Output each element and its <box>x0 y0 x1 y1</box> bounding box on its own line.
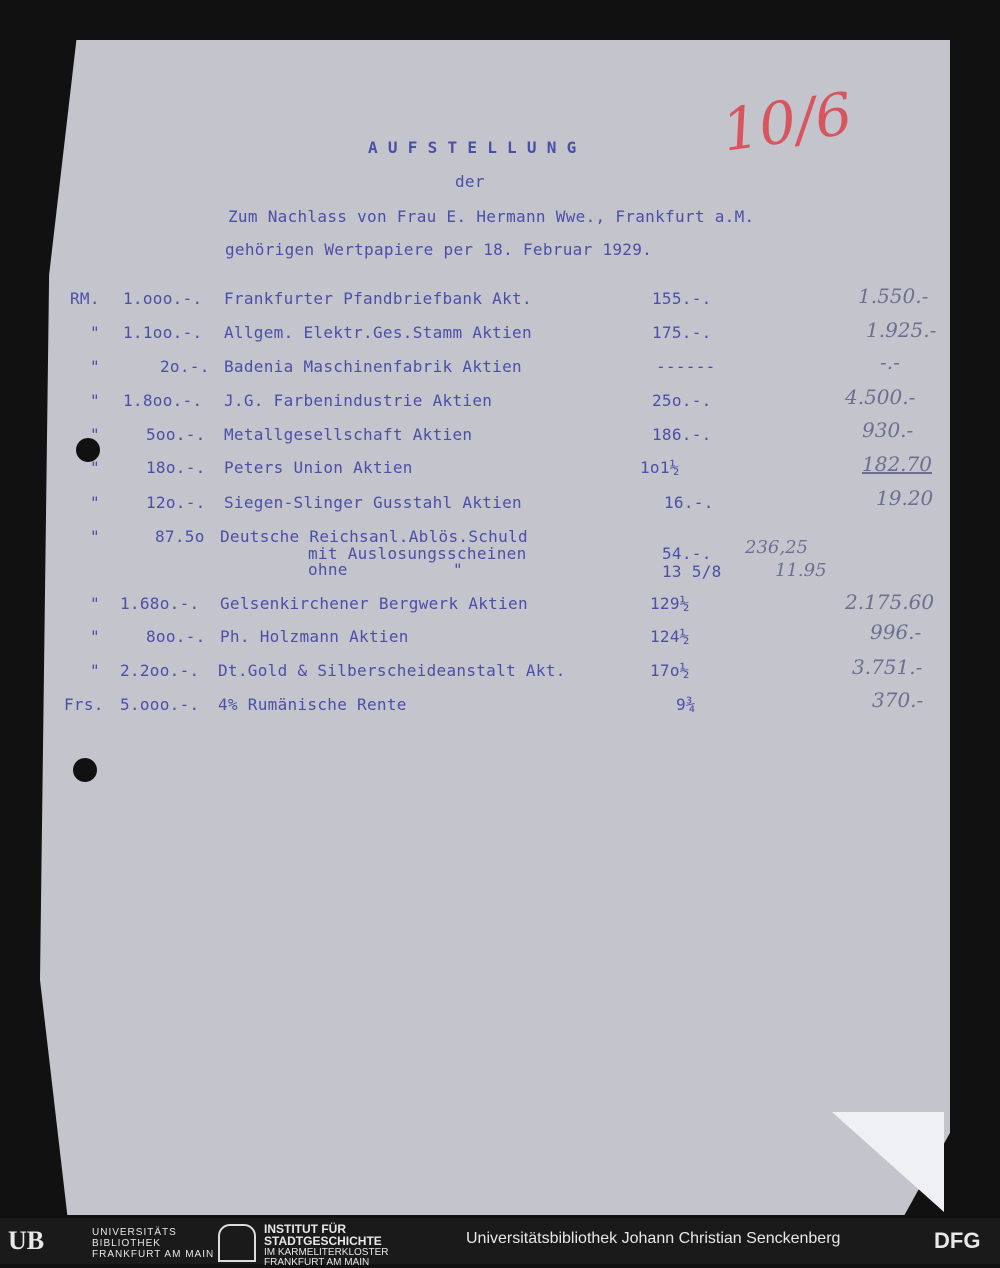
inst-line-2: STADTGESCHICHTE <box>264 1234 382 1248</box>
ub-logo: UB <box>8 1226 45 1255</box>
folio-number: 10/6 <box>717 79 857 165</box>
row-sub-line: ohne <box>308 560 348 579</box>
row-rate: 175.-. <box>652 323 712 342</box>
row-amount: 1.8oo.-. <box>123 391 203 410</box>
row-amount: 5oo.-. <box>146 425 206 444</box>
title-der: der <box>455 172 485 191</box>
row-handwritten-value: 236,25 <box>745 537 808 558</box>
inst-line-4: FRANKFURT AM MAIN <box>264 1257 370 1268</box>
row-rate: 17o½ <box>650 661 690 680</box>
folded-corner <box>832 1112 944 1212</box>
row-currency: " <box>90 391 100 410</box>
row-security: Siegen-Slinger Gusstahl Aktien <box>224 493 522 512</box>
row-handwritten-value: 182.70 <box>862 452 932 476</box>
row-rate: 54.-. <box>662 544 712 563</box>
row-handwritten-value: 3.751.- <box>852 655 923 679</box>
row-currency: " <box>90 425 100 444</box>
row-handwritten-value: 19.20 <box>876 486 934 510</box>
row-rate: 13 5/8 <box>662 562 722 581</box>
arch-icon <box>218 1224 256 1262</box>
row-amount: 5.ooo.-. <box>120 695 200 714</box>
row-security: Metallgesellschaft Aktien <box>224 425 473 444</box>
row-rate: 186.-. <box>652 425 712 444</box>
ub-logo-text <box>92 1227 214 1260</box>
row-amount: 1.68o.-. <box>120 594 200 613</box>
row-rate: ------ <box>656 357 716 376</box>
row-handwritten-value: 1.550.- <box>858 284 929 308</box>
row-handwritten-value: 4.500.- <box>845 385 916 409</box>
punch-hole <box>73 758 97 782</box>
row-handwritten-value: 370.- <box>872 688 924 712</box>
row-amount: 18o.-. <box>146 458 206 477</box>
row-security: Frankfurter Pfandbriefbank Akt. <box>224 289 532 308</box>
row-handwritten-value: -.- <box>880 350 900 374</box>
row-amount: 8oo.-. <box>146 627 206 646</box>
ub-line-3: FRANKFURT AM MAIN <box>92 1249 215 1260</box>
institute-logo-text <box>264 1224 388 1268</box>
row-security: Dt.Gold & Silberscheideanstalt Akt. <box>218 661 566 680</box>
row-handwritten-value: 1.925.- <box>866 318 937 342</box>
row-currency: " <box>90 458 100 477</box>
document-title: A U F S T E L L U N G <box>368 138 577 157</box>
row-handwritten-value: 2.175.60 <box>845 590 935 614</box>
row-rate: 155.-. <box>652 289 712 308</box>
row-currency: " <box>90 594 100 613</box>
row-security: Peters Union Aktien <box>224 458 413 477</box>
row-currency: " <box>90 493 100 512</box>
library-credit: Universitätsbibliothek Johann Christian Senckenberg <box>466 1230 841 1247</box>
row-handwritten-value: 11.95 <box>775 560 827 581</box>
row-amount: 2.2oo.-. <box>120 661 200 680</box>
ditto-mark: " <box>453 560 463 579</box>
footer-bar <box>0 1218 1000 1268</box>
row-rate: 16.-. <box>664 493 714 512</box>
row-currency: " <box>90 527 100 546</box>
row-currency: " <box>90 323 100 342</box>
row-security: Allgem. Elektr.Ges.Stamm Aktien <box>224 323 532 342</box>
inst-line-3: IM KARMELITERKLOSTER <box>264 1247 389 1258</box>
dfg-logo: DFG <box>934 1228 981 1253</box>
row-security: Ph. Holzmann Aktien <box>220 627 409 646</box>
row-rate: 9¾ <box>676 695 696 714</box>
row-security: J.G. Farbenindustrie Aktien <box>224 391 493 410</box>
row-security: 4% Rumänische Rente <box>218 695 407 714</box>
title-line-1: Zum Nachlass von Frau E. Hermann Wwe., Frankfurt a.M. <box>228 207 755 226</box>
row-rate: 129½ <box>650 594 690 613</box>
row-security: Badenia Maschinenfabrik Aktien <box>224 357 522 376</box>
row-currency: Frs. <box>64 695 104 714</box>
row-amount: 12o.-. <box>146 493 206 512</box>
row-currency: " <box>90 661 100 680</box>
row-security: Deutsche Reichsanl.Ablös.Schuld <box>220 527 528 546</box>
title-line-2: gehörigen Wertpapiere per 18. Februar 1929. <box>225 240 653 259</box>
ub-line-2: BIBLIOTHEK <box>92 1238 161 1249</box>
row-amount: 87.5o <box>155 527 205 546</box>
row-security: Gelsenkirchener Bergwerk Aktien <box>220 594 528 613</box>
row-handwritten-value: 930.- <box>862 418 914 442</box>
row-currency: " <box>90 357 100 376</box>
row-amount: 1.1oo.-. <box>123 323 203 342</box>
ub-line-1: UNIVERSITÄTS <box>92 1227 177 1238</box>
row-rate: 124½ <box>650 627 690 646</box>
row-currency: RM. <box>70 289 100 308</box>
row-sub-line: mit Auslosungsscheinen <box>308 544 527 563</box>
row-rate: 25o.-. <box>652 391 712 410</box>
row-currency: " <box>90 627 100 646</box>
row-amount: 1.ooo.-. <box>123 289 203 308</box>
inst-line-1: INSTITUT FÜR <box>264 1222 346 1236</box>
row-rate: 1o1½ <box>640 458 680 477</box>
row-handwritten-value: 996.- <box>870 620 922 644</box>
row-amount: 2o.-. <box>160 357 210 376</box>
